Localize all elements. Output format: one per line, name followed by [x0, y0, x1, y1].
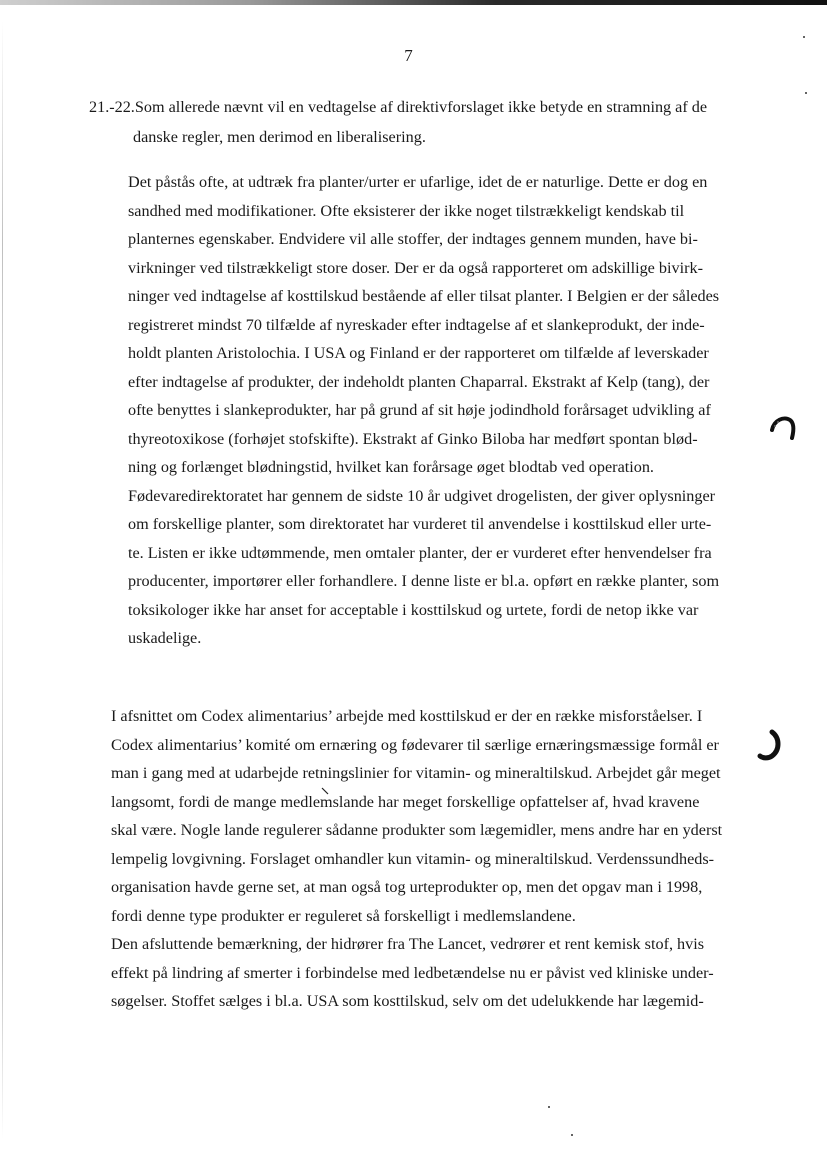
paragraph-1-line: ninger ved indtagelse af kosttilskud bestående af eller tilsat planter. I Belgien er der således	[128, 287, 720, 305]
paragraph-1-line: toksikologer ikke har anset for acceptable i kosttilskud og urtete, fordi de netop ikke var	[128, 601, 699, 619]
paragraph-2-line: effekt på lindring af smerter i forbindelse med ledbetændelse nu er påvist ved kliniske under-	[111, 964, 714, 982]
scan-dust-dot	[803, 36, 805, 38]
paragraph-1-line: virkninger ved tilstrækkeligt store doser. Der er da også rapporteret om adskillige bivirk-	[128, 259, 703, 277]
paragraph-2-line: Codex alimentarius’ komité om ernæring og fødevarer til særlige ernæringsmæssige formål er	[111, 736, 719, 754]
punch-hole-mark-icon	[756, 728, 784, 762]
paragraph-1-line: om forskellige planter, som direktoratet har vurderet til anvendelse i kosttilskud eller urte-	[128, 515, 712, 533]
paragraph-1-line: ning og forlænget blødningstid, hvilket kan forårsage øget blodtab ved operation.	[128, 458, 654, 476]
paragraph-2-line: langsomt, fordi de mange medlemslande har meget forskellige opfattelser af, hvad kravene	[111, 793, 700, 811]
paragraph-1-line: planternes egenskaber. Endvidere vil alle stoffer, der indtages gennem munden, have bi-	[128, 230, 698, 248]
paragraph-1-line: registreret mindst 70 tilfælde af nyreskader efter indtagelse af et slankeprodukt, der inde-	[128, 316, 705, 334]
paragraph-2-line: fordi denne type produkter er reguleret så forskelligt i medlemslandene.	[111, 907, 576, 925]
scan-dust-dot	[571, 1134, 573, 1136]
item-line-1: 21.-22.Som allerede nævnt vil en vedtagelse af direktivforslaget ikke betyde en stramning af de	[89, 98, 708, 116]
paragraph-1-line: holdt planten Aristolochia. I USA og Finland er der rapporteret om tilfælde af leverskader	[128, 344, 709, 362]
item-line-2: danske regler, men derimod en liberalisering.	[133, 128, 426, 146]
paragraph-1-line: te. Listen er ikke udtømmende, men omtaler planter, der er vurderet efter henvendelser fra	[128, 544, 712, 562]
paragraph-1-line: Det påstås ofte, at udtræk fra planter/urter er ufarlige, idet de er naturlige. Dette er dog en	[128, 173, 708, 191]
paragraph-2-line: I afsnittet om Codex alimentarius’ arbejde med kosttilskud er der en række misforståelser. I	[111, 707, 703, 725]
scan-dust-dot	[548, 1106, 550, 1108]
page-number: 7	[404, 46, 413, 65]
paragraph-2-line: skal være. Nogle lande regulerer sådanne produkter som lægemidler, mens andre har en yderst	[111, 821, 723, 839]
paragraph-2-line: lempelig lovgivning. Forslaget omhandler kun vitamin- og mineraltilskud. Verdenssundheds-	[111, 850, 715, 868]
punch-hole-mark-icon	[768, 412, 798, 446]
paragraph-1-line: ofte benyttes i slankeprodukter, har på grund af sit høje jodindhold forårsaget udvikling af	[128, 401, 711, 419]
stray-pen-mark-icon	[320, 786, 330, 796]
paragraph-2-line: søgelser. Stoffet sælges i bl.a. USA som kosttilskud, selv om det udelukkende har lægemid-	[111, 992, 704, 1010]
paragraph-2-line: Den afsluttende bemærkning, der hidrører fra The Lancet, vedrører et rent kemisk stof, hvis	[111, 935, 705, 953]
paragraph-1-line: producenter, importører eller forhandlere. I denne liste er bl.a. opført en række planter, som	[128, 572, 720, 590]
paragraph-2-line: man i gang med at udarbejde retningslinier for vitamin- og mineraltilskud. Arbejdet går meget	[111, 764, 721, 782]
scan-dust-dot	[805, 92, 807, 94]
paragraph-1-line: Fødevaredirektoratet har gennem de sidste 10 år udgivet drogelisten, der giver oplysninger	[128, 487, 716, 505]
paragraph-1-line: sandhed med modifikationer. Ofte eksisterer der ikke noget tilstrækkeligt kendskab til	[128, 202, 685, 220]
scan-left-edge	[2, 20, 3, 1140]
scan-top-edge	[0, 0, 827, 5]
paragraph-1-line: uskadelige.	[128, 629, 202, 647]
paragraph-2-line: organisation havde gerne set, at man også tog urteprodukter op, men det opgav man i 1998,	[111, 878, 703, 896]
paragraph-1-line: efter indtagelse af produkter, der indeholdt planten Chaparral. Ekstrakt af Kelp (tang), der	[128, 373, 710, 391]
paragraph-1-line: thyreotoxikose (forhøjet stofskifte). Ekstrakt af Ginko Biloba har medført spontan blød-	[128, 430, 698, 448]
